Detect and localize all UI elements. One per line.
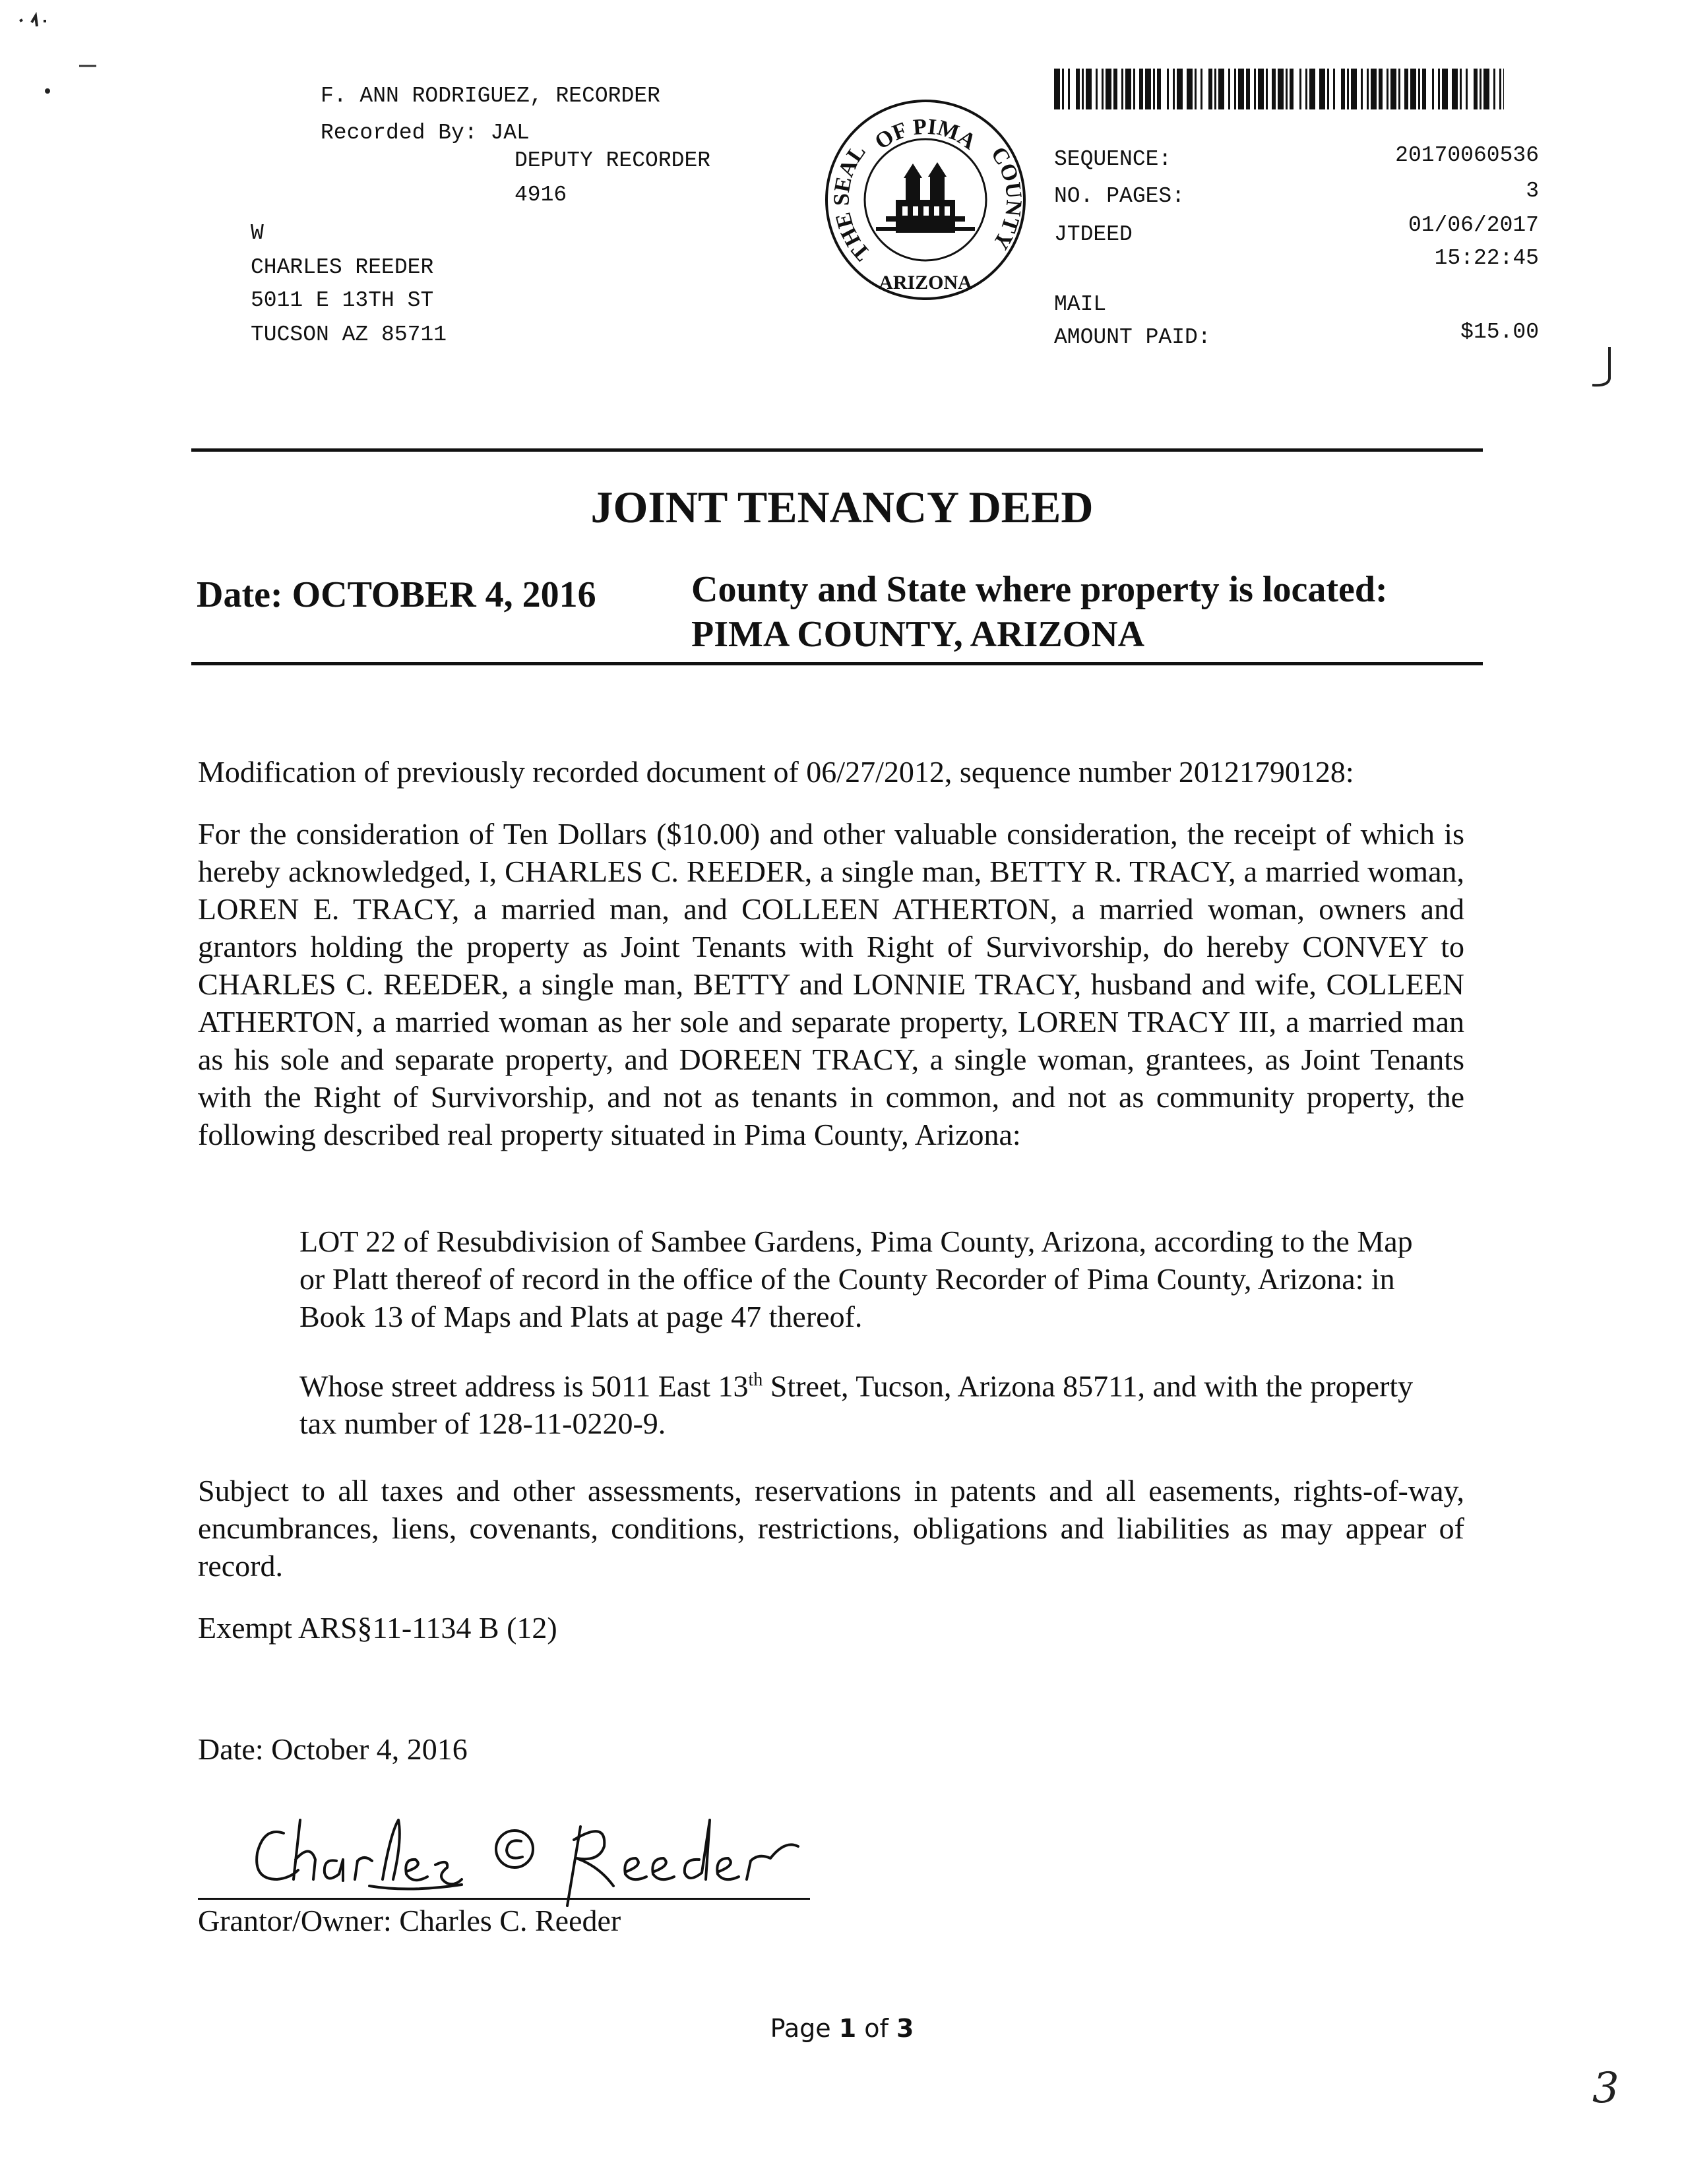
- barcode-bar: [1309, 69, 1315, 109]
- pages-value: 3: [1526, 179, 1539, 203]
- barcode-bar: [1432, 69, 1434, 109]
- pages-label: NO. PAGES:: [1054, 184, 1185, 208]
- barcode-bar: [1319, 69, 1325, 109]
- barcode-bar: [1214, 69, 1216, 109]
- barcode-bar: [1195, 69, 1197, 109]
- barcode-bar: [1493, 69, 1495, 109]
- deputy-number: 4916: [515, 183, 567, 207]
- return-name: CHARLES REEDER: [251, 255, 434, 280]
- exempt-note: Exempt ARS§11-1134 B (12): [198, 1611, 557, 1645]
- barcode-bar: [1076, 69, 1080, 109]
- barcode-bar: [1139, 69, 1143, 109]
- barcode-bar: [1474, 69, 1478, 109]
- barcode-bar: [1404, 69, 1408, 109]
- svg-text:OF PIMA: [871, 115, 981, 155]
- recorded-by: Recorded By: JAL: [321, 121, 530, 145]
- barcode-bar: [1452, 69, 1458, 109]
- barcode-bar: [1351, 69, 1357, 109]
- address-text-end: Street, Tucson, Arizona 85711, and with the property tax number of 128-11-0220-9.: [299, 1369, 1414, 1441]
- barcode-bar: [1387, 69, 1388, 109]
- grantor-name: Grantor/Owner: Charles C. Reeder: [198, 1904, 621, 1937]
- barcode-bar: [1422, 69, 1426, 109]
- barcode-bar: [1327, 69, 1329, 109]
- barcode-bar: [1371, 69, 1377, 109]
- barcode-bar: [1258, 69, 1264, 109]
- consideration-paragraph: For the consideration of Ten Dollars ($10.00) and other valuable consideration, the receipt of which is hereby acknowledged, I, CHARLES C. REEDER, a single man, BETTY R. TRACY, a married woman, LOREN E. TRACY, a married man, and COLLEEN ATHERTON, a married woman, owners and grantors holding the property as Joint Tenants with Right of Survivorship, do hereby CONVEY to CHARLES C. REEDER, a single man, BETTY and LONNIE TRACY, husband and wife, COLLEEN ATHERTON, a married woman as her sole and separate property, LOREN TRACY III, a married man as his sole and separate property, and DOREEN TRACY, a single woman, grantees, as Joint Tenants with the Right of Survivorship, and not as tenants in common, and not as community property, the following described real property situated in Pima County, Arizona:: [198, 817, 1464, 1151]
- page-current: 1: [838, 2014, 857, 2043]
- barcode-bar: [1125, 69, 1131, 109]
- barcode-bar: [1266, 69, 1268, 109]
- scan-marks: [13, 7, 119, 99]
- page-prefix: Page: [770, 2014, 839, 2043]
- barcode-bar: [1218, 69, 1224, 109]
- barcode-bar: [1228, 69, 1230, 109]
- barcode-bar: [1466, 69, 1468, 109]
- amount-value: $15.00: [1460, 320, 1539, 344]
- barcode-bar: [1254, 69, 1256, 109]
- address-superscript: th: [748, 1370, 763, 1390]
- signature-icon: [237, 1780, 831, 1912]
- barcode-bar: [1201, 69, 1202, 109]
- barcode-bar: [1145, 69, 1151, 109]
- legal-description: LOT 22 of Resubdivision of Sambee Gardens, Pima County, Arizona, according to the Map or Platt thereof of record in the office of the County Recorder of Pima County, Arizona: in Book 13 of Maps and Plats at page 47 thereof.: [299, 1225, 1413, 1333]
- barcode-bar: [1234, 69, 1236, 109]
- barcode-bar: [1341, 69, 1345, 109]
- amount-label: AMOUNT PAID:: [1054, 325, 1211, 349]
- deputy-recorder: DEPUTY RECORDER: [515, 148, 711, 173]
- barcode-bar: [1361, 69, 1363, 109]
- barcode-bar: [1410, 69, 1416, 109]
- barcode-bar: [1208, 69, 1212, 109]
- seal-right-text: COUNTY: [985, 142, 1026, 254]
- recorded-date: 01/06/2017: [1408, 213, 1539, 237]
- seal-left-text: THE SEAL: [829, 140, 875, 266]
- bottom-rule: [191, 662, 1483, 665]
- barcode-bar: [1086, 69, 1092, 109]
- county-value: PIMA COUNTY, ARIZONA: [691, 614, 1145, 655]
- barcode-bar: [1442, 69, 1448, 109]
- sequence-label: SEQUENCE:: [1054, 147, 1172, 171]
- address-text-start: Whose street address is 5011 East 13: [299, 1369, 749, 1403]
- barcode-bar: [1157, 69, 1161, 109]
- barcode-bar: [1418, 69, 1420, 109]
- barcode-bar: [1290, 69, 1294, 109]
- page-total: 3: [896, 2014, 914, 2043]
- barcode-bar: [1438, 69, 1440, 109]
- barcode-bar: [1106, 69, 1111, 109]
- barcode-bar: [1398, 69, 1400, 109]
- street-address-paragraph: [299, 1361, 1434, 1442]
- recorded-time: 15:22:45: [1434, 246, 1539, 270]
- page-of: of: [856, 2014, 896, 2043]
- top-rule: [191, 448, 1483, 452]
- barcode-bar: [1379, 69, 1383, 109]
- barcode-bar: [1133, 69, 1135, 109]
- barcode-bar: [1082, 69, 1084, 109]
- return-street: 5011 E 13TH ST: [251, 288, 434, 313]
- seal-bottom-text: ARIZONA: [879, 272, 972, 293]
- barcode-bar: [1347, 69, 1349, 109]
- seal-top-text: OF PIMA: [870, 114, 981, 155]
- barcode-bar: [1299, 69, 1301, 109]
- document-type: JTDEED: [1054, 222, 1133, 247]
- barcode-bar: [1499, 69, 1501, 109]
- barcode-bar: [1113, 69, 1117, 109]
- deed-date: Date: OCTOBER 4, 2016: [197, 574, 596, 615]
- barcode-bar: [1062, 69, 1064, 109]
- delivery-method: MAIL: [1054, 292, 1107, 317]
- barcode-bar: [1503, 69, 1504, 109]
- margin-mark-icon: [1590, 344, 1616, 390]
- barcode-bar: [1054, 69, 1060, 109]
- handwritten-page-mark: 3: [1592, 2064, 1619, 2113]
- barcode-bar: [1246, 69, 1250, 109]
- barcode-bar: [1177, 69, 1183, 109]
- barcode-bar: [1272, 69, 1276, 109]
- recorder-name: F. ANN RODRIGUEZ, RECORDER: [321, 84, 660, 108]
- barcode-bar: [1096, 69, 1098, 109]
- svg-text:COUNTY: [986, 142, 1026, 253]
- signature-date: Date: October 4, 2016: [198, 1732, 468, 1766]
- barcode-bar: [1121, 69, 1123, 109]
- page-title: JOINT TENANCY DEED: [590, 482, 1094, 532]
- recording-code: W: [251, 221, 264, 245]
- sequence-value: 20170060536: [1395, 143, 1539, 167]
- barcode-bar: [1102, 69, 1104, 109]
- barcode-bar: [1367, 69, 1369, 109]
- barcode-bar: [1286, 69, 1288, 109]
- county-seal-icon: [823, 98, 1028, 302]
- barcode-bar: [1167, 69, 1169, 109]
- signature-line: [198, 1898, 810, 1900]
- barcode-bar: [1390, 69, 1396, 109]
- barcode-bar: [1068, 69, 1070, 109]
- barcode-bar: [1153, 69, 1155, 109]
- barcode-bar: [1333, 69, 1335, 109]
- subject-paragraph: Subject to all taxes and other assessments, reservations in patents and all easements, rights-of-way, encumbrances, liens, covenants, conditions, restrictions, obligations and liabilities as may appear of record.: [198, 1474, 1464, 1583]
- barcode-bar: [1460, 69, 1462, 109]
- return-city: TUCSON AZ 85711: [251, 322, 447, 347]
- barcode-bar: [1480, 69, 1481, 109]
- barcode-bar: [1187, 69, 1193, 109]
- barcode-bar: [1483, 69, 1489, 109]
- barcode-bar: [1238, 69, 1244, 109]
- county-label: County and State where property is located:: [691, 569, 1388, 610]
- barcode-bar: [1305, 69, 1307, 109]
- barcode-icon: [1054, 69, 1504, 109]
- page-number: [0, 2014, 1684, 2043]
- barcode-bar: [1278, 69, 1284, 109]
- barcode-bar: [1173, 69, 1175, 109]
- modification-paragraph: Modification of previously recorded document of 06/27/2012, sequence number 20121790128:: [198, 755, 1354, 789]
